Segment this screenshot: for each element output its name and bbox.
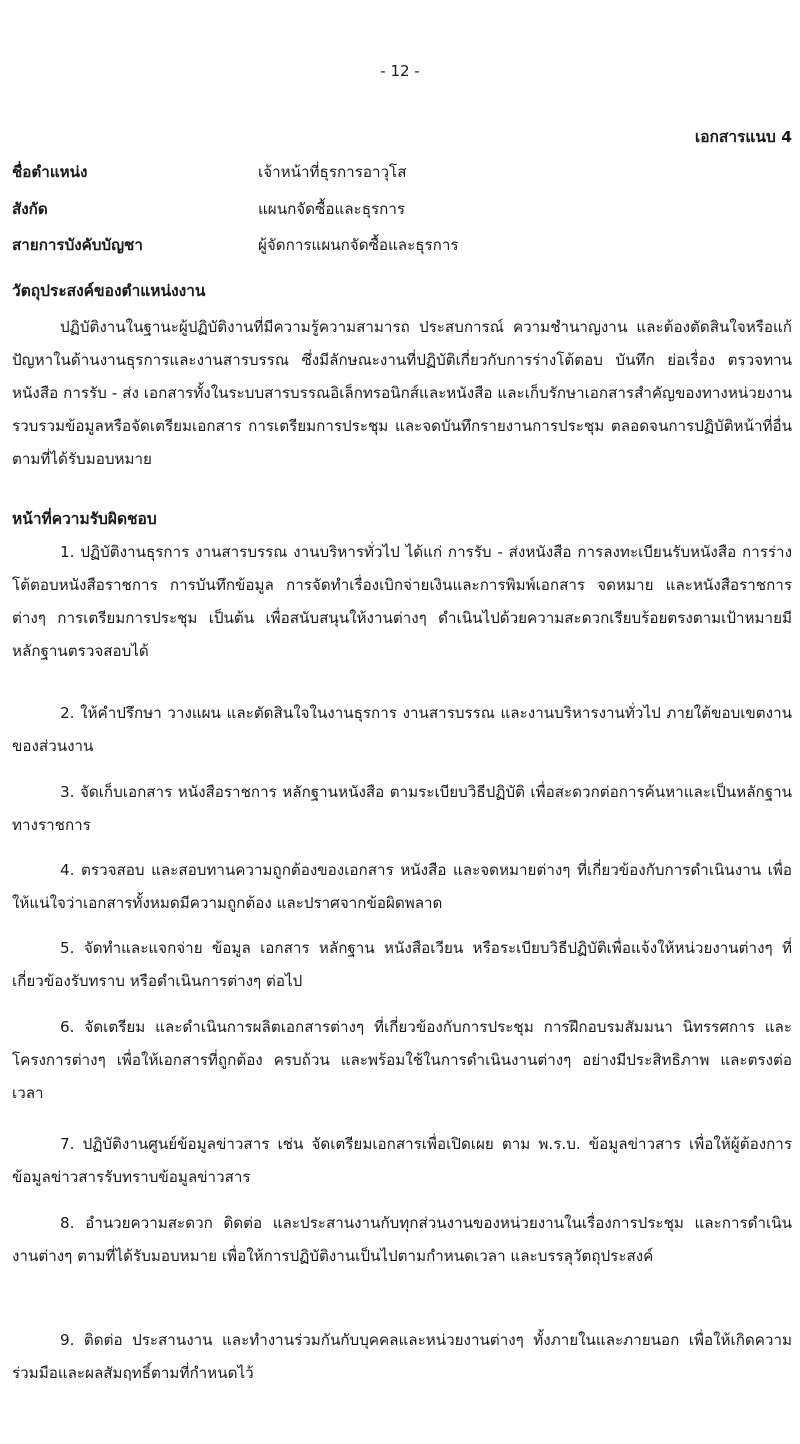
info-value: ผู้จัดการแผนกจัดซื้อและธุรการ xyxy=(258,236,459,254)
duties-heading: หน้าที่ความรับผิดชอบ xyxy=(12,510,157,528)
objective-heading: วัตถุประสงค์ของตำแหน่งงาน xyxy=(12,282,206,300)
duty-item: 7. ปฏิบัติงานศูนย์ข้อมูลข่าวสาร เช่น จัดเตรียมเอกสารเพื่อเปิดเผย ตาม พ.ร.บ. ข้อมูลข่าวสาร เพื่อให้ผู้ต้องการข้อมูลข่าวสารรับทราบข้อมูลข่าวสาร xyxy=(12,1135,792,1186)
objective-paragraph: ปฏิบัติงานในฐานะผู้ปฏิบัติงานที่มีความรู้ความสามารถ ประสบการณ์ ความชำนาญงาน และต้องตัดสินใจหรือแก้ปัญหาในด้านงานธุรการและงานสารบรรณ ซึ่งมีลักษณะงานที่ปฏิบัติเกี่ยวกับการร่างโต้ตอบ บันทึก ย่อเรื่อง ตรวจทานหนังสือ การรับ - ส่ง เอกสารทั้งในระบบสารบรรณอิเล็กทรอนิกส์และหนังสือ และเก็บรักษาเอกสารสำคัญของทางหน่วยงาน รวบรวมข้อมูลหรือจัดเตรียมเอกสาร การเตรียมการประชุม และจดบันทึกรายงานการประชุม ตลอดจนการปฏิบัติหน้าที่อื่นตามที่ได้รับมอบหมาย xyxy=(12,318,792,468)
duty-item: 5. จัดทำและแจกจ่าย ข้อมูล เอกสาร หลักฐาน หนังสือเวียน หรือระเบียบวิธีปฏิบัติเพื่อแจ้งให้หน่วยงานต่างๆ ที่เกี่ยวข้องรับทราบ หรือดำเนินการต่างๆ ต่อไป xyxy=(12,939,792,990)
info-value: แผนกจัดซื้อและธุรการ xyxy=(258,200,406,218)
info-label: สังกัด xyxy=(12,200,48,218)
page-number: - 12 - xyxy=(380,62,420,80)
info-value: เจ้าหน้าที่ธุรการอาวุโส xyxy=(258,163,407,181)
duty-item: 3. จัดเก็บเอกสาร หนังสือราชการ หลักฐานหนังสือ ตามระเบียบวิธีปฏิบัติ เพื่อสะดวกต่อการค้นหาและเป็นหลักฐานทางราชการ xyxy=(12,783,792,834)
duty-item: 2. ให้คำปรึกษา วางแผน และตัดสินใจในงานธุรการ งานสารบรรณ และงานบริหารงานทั่วไป ภายใต้ขอบเขตงานของส่วนงาน xyxy=(12,704,792,755)
duty-item: 8. อำนวยความสะดวก ติดต่อ และประสานงานกับทุกส่วนงานของหน่วยงานในเรื่องการประชุม และการดำเนินงานต่างๆ ตามที่ได้รับมอบหมาย เพื่อให้การปฏิบัติงานเป็นไปตามกำหนดเวลา และบรรลุวัตถุประสงค์ xyxy=(12,1214,792,1265)
info-label: ชื่อตำแหน่ง xyxy=(12,163,88,181)
duty-item: 6. จัดเตรียม และดำเนินการผลิตเอกสารต่างๆ ที่เกี่ยวข้องกับการประชุม การฝึกอบรมสัมมนา นิทรรศการ และโครงการต่างๆ เพื่อให้เอกสารที่ถูกต้อง ครบถ้วน และพร้อมใช้ในการดำเนินงานต่างๆ อย่างมีประสิทธิภาพ และตรงต่อเวลา xyxy=(12,1018,792,1102)
attachment-label: เอกสารแนบ 4 xyxy=(694,128,792,146)
duty-item: 4. ตรวจสอบ และสอบทานความถูกต้องของเอกสาร หนังสือ และจดหมายต่างๆ ที่เกี่ยวข้องกับการดำเนินงาน เพื่อให้แน่ใจว่าเอกสารทั้งหมดมีความถูกต้อง และปราศจากข้อผิดพลาด xyxy=(12,861,792,912)
duty-item: 9. ติดต่อ ประสานงาน และทำงานร่วมกันกับบุคคลและหน่วยงานต่างๆ ทั้งภายในและภายนอก เพื่อให้เกิดความร่วมมือและผลสัมฤทธิ์ตามที่กำหนดไว้ xyxy=(12,1331,792,1382)
duty-item: 1. ปฏิบัติงานธุรการ งานสารบรรณ งานบริหารทั่วไป ได้แก่ การรับ - ส่งหนังสือ การลงทะเบียนรับหนังสือ การร่างโต้ตอบหนังสือราชการ การบันทึกข้อมูล การจัดทำเรื่องเบิกจ่ายเงินและการพิมพ์เอกสาร จดหมาย และหนังสือราชการต่างๆ การเตรียมการประชุม เป็นต้น เพื่อสนับสนุนให้งานต่างๆ ดำเนินไปด้วยความสะดวกเรียบร้อยตรงตามเป้าหมายมีหลักฐานตรวจสอบได้ xyxy=(12,543,792,660)
info-label: สายการบังคับบัญชา xyxy=(12,236,143,254)
